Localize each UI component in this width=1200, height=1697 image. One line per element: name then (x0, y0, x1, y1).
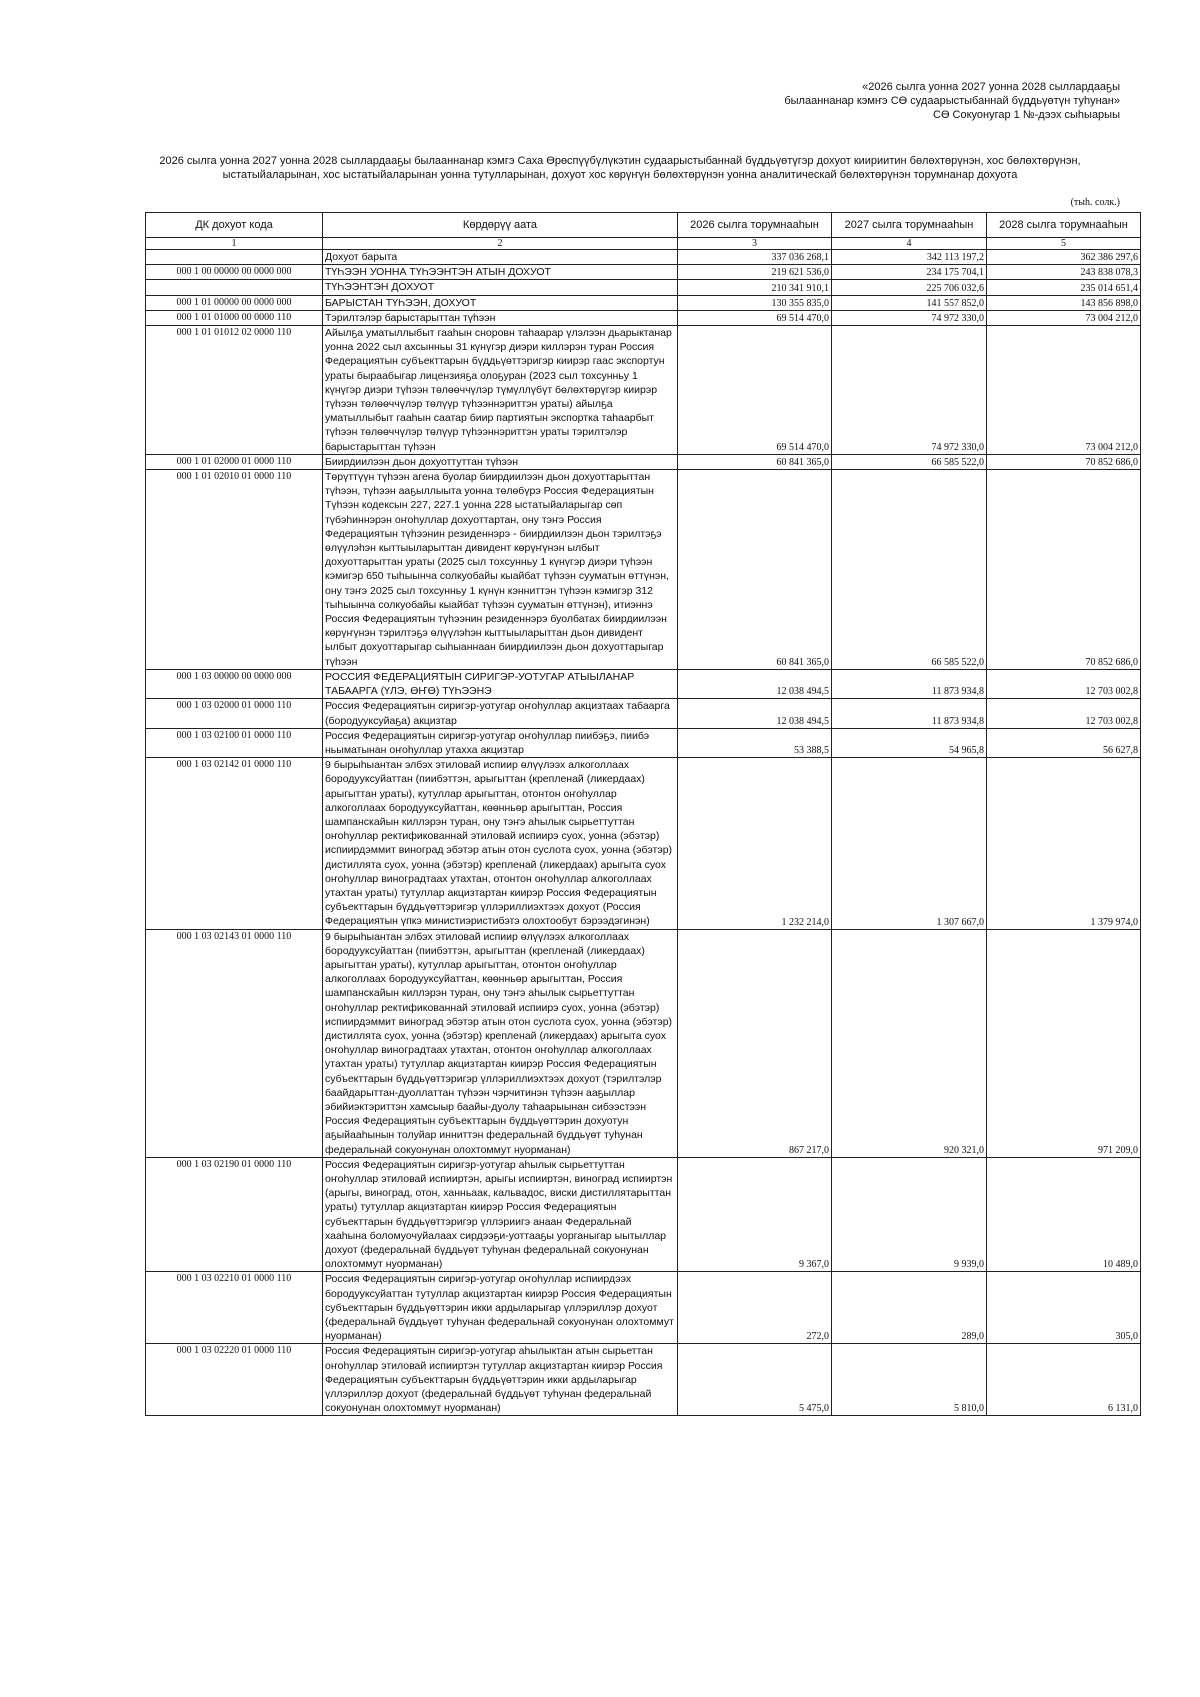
document-header (784, 80, 1120, 122)
value-2027: 11 873 934,8 (832, 669, 987, 698)
value-2027: 66 585 522,0 (832, 470, 987, 670)
header-line: былааннанар кэмҥэ СӨ судаарыстыбаннай бүддьүөтүн туһунан» (784, 95, 1120, 107)
code-cell: 000 1 01 01012 02 0000 110 (146, 326, 323, 455)
table-row (146, 929, 1141, 1157)
table-row (146, 699, 1141, 728)
value-2026: 69 514 470,0 (678, 310, 832, 325)
table-row (146, 454, 1141, 469)
code-cell: 000 1 01 02000 01 0000 110 (146, 454, 323, 469)
table-row (146, 1272, 1141, 1344)
table-row (146, 280, 1141, 295)
value-2026: 867 217,0 (678, 929, 832, 1157)
value-2028: 143 856 898,0 (987, 295, 1141, 310)
header-2028: 2028 сылга торумнааһын (987, 213, 1141, 238)
header-2026: 2026 сылга торумнааһын (678, 213, 832, 238)
value-2028: 305,0 (987, 1272, 1141, 1344)
title-line: 2026 сылга уонна 2027 уонна 2028 сыллардааҕы былааннанар кэмгэ Саха Өрөспүүбүлүкэтин судаарыстыбаннай бүддьүөтүгэр дохуот киириитин бөлөхтөрүнэн, хос бөлөхтөрүнэн, (159, 155, 1081, 167)
code-cell: 000 1 00 00000 00 0000 000 (146, 265, 323, 280)
name-cell: ТҮҺЭЭНТЭН ДОХУОТ (323, 280, 678, 295)
value-2027: 342 113 197,2 (832, 250, 987, 265)
value-2026: 53 388,5 (678, 728, 832, 757)
value-2027: 289,0 (832, 1272, 987, 1344)
name-cell: Россия Федерациятын сиригэр-уотугар аһылык сырьеттуттан оҥоһуллар этиловай испииртэн, арыгы испииртэн, виноград испииртэн (арыгы, виноград, отон, ханньаак, кальвадос, виски дистиллятарыттан ураты) тутуллар акцизтартан киирэр Россия Федерациятын субъекттарын бүддьүөттэригэр үллэриигэ анаан Федеральнай хааһына боломуочуйалаах сирдээҕи-уоттааҕы уорганыгар ыытыллар дохуот (федеральнай бүддьүөт туһунан федеральнай сокуонунан олохтоммут нуорманан) (323, 1157, 678, 1272)
table-body (146, 250, 1141, 1416)
name-cell: Айылҕа уматыллыбыт гааһын сноровн таһаарар үлэлээн дьарыктанар уонна 2022 сыл ахсынньы 31 күнүгэр диэри киллэрэн туран Россия Федерациятын субъекттарын бүддьүөттэригэр киирэр гаас экспортун ураты быраабыгар лицензияҕа олоҕуран (2023 сыл тохсунньу 1 күнүгэр диэри түһээн төлөөччүлэр түмүллүбүт бөлөхтөрүгэр киирэр түһээн төлөөччүлэр төлүүр түһээннэриттэн ураты) айылҕа уматыллыбыт гааһын саатар биир партиятын экспортка таһаарбыт түһээн төлөөччүлэр төлүүр түһээннэриттэн ураты тэрилтэлэр барыстарыттан түһээн (323, 326, 678, 455)
value-2027: 11 873 934,8 (832, 699, 987, 728)
revenue-table (145, 212, 1141, 1416)
code-cell (146, 250, 323, 265)
name-cell: Дохуот барыта (323, 250, 678, 265)
table-index-row (146, 238, 1141, 250)
value-2026: 1 232 214,0 (678, 758, 832, 929)
table-row (146, 728, 1141, 757)
value-2026: 210 341 910,1 (678, 280, 832, 295)
value-2026: 12 038 494,5 (678, 669, 832, 698)
document-title (120, 154, 1120, 182)
value-2028: 70 852 686,0 (987, 470, 1141, 670)
header-name: Көрдөрүү аата (323, 213, 678, 238)
value-2026: 60 841 365,0 (678, 470, 832, 670)
code-cell: 000 1 03 02210 01 0000 110 (146, 1272, 323, 1344)
title-line: ыстатыйаларынан, хос ыстатыйаларынан уонна тутулларынан, дохуот хос көрүҥүн бөлөхтөрүнэн уонна аналитическай бөлөхтөрүнэн торумнанар дохуота (222, 169, 1018, 181)
index-cell: 1 (146, 238, 323, 250)
code-cell: 000 1 01 00000 00 0000 000 (146, 295, 323, 310)
value-2027: 234 175 704,1 (832, 265, 987, 280)
value-2026: 219 621 536,0 (678, 265, 832, 280)
code-cell: 000 1 03 02143 01 0000 110 (146, 929, 323, 1157)
table-row (146, 669, 1141, 698)
name-cell: Биирдиилээн дьон дохуоттуттан түһээн (323, 454, 678, 469)
code-cell: 000 1 03 00000 00 0000 000 (146, 669, 323, 698)
value-2027: 920 321,0 (832, 929, 987, 1157)
index-cell: 5 (987, 238, 1141, 250)
value-2027: 141 557 852,0 (832, 295, 987, 310)
name-cell: Россия Федерациятын сиригэр-уотугар оҥоһуллар пиибэҕэ, пиибэ ньыматынан оҥоһуллар утахха акцизтар (323, 728, 678, 757)
value-2028: 10 489,0 (987, 1157, 1141, 1272)
value-2026: 9 367,0 (678, 1157, 832, 1272)
value-2028: 73 004 212,0 (987, 310, 1141, 325)
name-cell: Төрүттүүн түһээн агена буолар биирдиилээн дьон дохуоттарыттан түһээн, түһээн ааҕыллыыта уонна төлөбүрэ Россия Федерациятын Түһээн кодексын 227, 227.1 уонна 228 ыстатыйаларыгар сөп түбэһиннэрэн оҥоһуллар дохуоттартан, ону тэҥэ Россия Федерациятын түһээнин резиденнэрэ - биирдиилээн дьон тэрилтэҕэ өлүүлэһэн кыттыыларыттан дивидент көрүҥүнэн ылбыт дохуоттарыттан ураты (2025 сыл тохсунньу 1 күнүгэр диэри түһээн кэмигэр 650 тыһыынча солкуобайы кыайбат түһээн сууматын өттүнэн, ону тэҥэ 2025 сыл тохсунньу 1 күнүн кэнниттэн түһээн кэмигэр 312 тыһыынча солкуобайы кыайбат түһээн сууматын өттүнэн), итиэннэ Россия Федерациятын түһээнин резиденнэрэ буолбатах биирдиилээн көрүҥүнэн тэрилтэҕэ өлүүлэһэн кыттыыларыттан дьон дивидент ылбыт дохуоттарыгар сыһыаннаан биирдиилээн дьон дохуоттарыгар түһээн (323, 470, 678, 670)
code-cell: 000 1 03 02220 01 0000 110 (146, 1344, 323, 1416)
name-cell: 9 бырыһыантан элбэх этиловай испиир өлүүлээх алкоголлаах бородууксуйаттан (пиибэттэн, арыгыттан (крепленай (ликердаах) арыгыттан ураты), кутуллар арыгыттан, отонтон оҥоһуллар алкоголлаах бородууксуйаттан, көөнньөр арыгыттан, Россия шампанскайын киллэрэн туран, ону тэҥэ аһылык сырьеттуттан оҥоһуллар ректификованнай этиловай испиирэ суох, уонна (эбэтэр) испиирдэммит виноград эбэтэр атын отон суслота суох, уонна (эбэтэр) дистиллята суох, уонна (эбэтэр) крепленай (ликердаах) арыгыта суох оҥоһуллар виноградтаах утахтан, отонтон оҥоһуллар алкоголлаах утахтан ураты) тутуллар акцизтартан киирэр Россия Федерациятын субъекттарын бүддьүөттэригэр үллэриллиэхтээх дохуот (тэрилтэлэр баайдарыттан-дуоллаттан түһээн чэрчитинэн түһээн ааҕыллар эбийиэктэриттэн хамсыыр баайы-дуолу таһаарыынан сибээстээн Россия Федерациятын субъекттарын бүддьүөттэрин дохуотун аҕыйааһынын толуйар инниттэн федеральнай бүддьүөт туһунан федеральнай сокуонунан олохтоммут нуорманан) (323, 929, 678, 1157)
value-2027: 66 585 522,0 (832, 454, 987, 469)
table-row (146, 250, 1141, 265)
value-2026: 337 036 268,1 (678, 250, 832, 265)
table-row (146, 265, 1141, 280)
value-2026: 130 355 835,0 (678, 295, 832, 310)
value-2026: 272,0 (678, 1272, 832, 1344)
value-2027: 54 965,8 (832, 728, 987, 757)
index-cell: 4 (832, 238, 987, 250)
code-cell: 000 1 03 02100 01 0000 110 (146, 728, 323, 757)
value-2028: 6 131,0 (987, 1344, 1141, 1416)
name-cell: ТҮҺЭЭН УОННА ТҮҺЭЭНТЭН АТЫН ДОХУОТ (323, 265, 678, 280)
header-2027: 2027 сылга торумнааһын (832, 213, 987, 238)
value-2027: 74 972 330,0 (832, 310, 987, 325)
value-2028: 12 703 002,8 (987, 669, 1141, 698)
table-row (146, 326, 1141, 455)
value-2028: 1 379 974,0 (987, 758, 1141, 929)
value-2027: 74 972 330,0 (832, 326, 987, 455)
name-cell: Россия Федерациятын сиригэр-уотугар аһылыктан атын сырьеттан оҥоһуллар этиловай испииртэн тутуллар акцизтартан киирэр Россия Федерациятын субъекттарын бүддьүөттэрин икки ардыларыгар үллэриллэр дохуот (федеральнай бүддьүөт туһунан федеральнай сокуонунан олохтоммут нуорманан) (323, 1344, 678, 1416)
code-cell: 000 1 01 02010 01 0000 110 (146, 470, 323, 670)
code-cell (146, 280, 323, 295)
value-2027: 5 810,0 (832, 1344, 987, 1416)
value-2028: 73 004 212,0 (987, 326, 1141, 455)
header-line: СӨ Сокуонугар 1 №-дээх сыһыарыы (933, 109, 1120, 121)
value-2028: 243 838 078,3 (987, 265, 1141, 280)
table-row (146, 1157, 1141, 1272)
value-2026: 69 514 470,0 (678, 326, 832, 455)
value-2026: 60 841 365,0 (678, 454, 832, 469)
value-2027: 225 706 032,6 (832, 280, 987, 295)
name-cell: Россия Федерациятын сиригэр-уотугар оҥоһуллар акцизтаах табаарга (бородууксуйаҕа) акцизтар (323, 699, 678, 728)
value-2028: 971 209,0 (987, 929, 1141, 1157)
header-code: ДК дохуот кода (146, 213, 323, 238)
units-label: (тыһ. солк.) (1070, 197, 1120, 208)
value-2026: 5 475,0 (678, 1344, 832, 1416)
code-cell: 000 1 01 01000 00 0000 110 (146, 310, 323, 325)
value-2027: 1 307 667,0 (832, 758, 987, 929)
value-2027: 9 939,0 (832, 1157, 987, 1272)
value-2026: 12 038 494,5 (678, 699, 832, 728)
table-header-row (146, 213, 1141, 238)
name-cell: Россия Федерациятын сиригэр-уотугар оҥоһуллар испиирдээх бородууксуйаттан тутуллар акцизтартан киирэр Россия Федерациятын субъекттарын бүддьүөттэрин икки ардыларыгар үллэриллэр дохуот (федеральнай бүддьүөт туһунан федеральнай сокуонунан олохтоммут нуорманан) (323, 1272, 678, 1344)
name-cell: 9 бырыһыантан элбэх этиловай испиир өлүүлээх алкоголлаах бородууксуйаттан (пиибэттэн, арыгыттан (крепленай (ликердаах) арыгыттан ураты), кутуллар арыгыттан, отонтон оҥоһуллар алкоголлаах бородууксуйаттан, көөнньөр арыгыттан, Россия шампанскайын киллэрэн туран, ону тэҥэ аһылык сырьеттуттан оҥоһуллар ректификованнай этиловай испиирэ суох, уонна (эбэтэр) испиирдэммит виноград эбэтэр атын отон суслота суох, уонна (эбэтэр) дистиллята суох, уонна (эбэтэр) крепленай (ликердаах) арыгыта суох оҥоһуллар виноградтаах утахтан, отонтон оҥоһуллар алкоголлаах утахтан ураты) тутуллар акцизтартан киирэр Россия Федерациятын субъекттарын бүддьүөттэригэр үллэриллиэхтээх дохуот (Россия Федерациятын үпкэ министиэристибэтэ олохтообут бэрээдэгинэн) (323, 758, 678, 929)
table-row (146, 310, 1141, 325)
value-2028: 12 703 002,8 (987, 699, 1141, 728)
index-cell: 3 (678, 238, 832, 250)
table-row (146, 758, 1141, 929)
name-cell: РОССИЯ ФЕДЕРАЦИЯТЫН СИРИГЭР-УОТУГАР АТЫЫЛАНАР ТАБААРГА (ҮЛЭ, ӨҤӨ) ТҮҺЭЭНЭ (323, 669, 678, 698)
code-cell: 000 1 03 02000 01 0000 110 (146, 699, 323, 728)
name-cell: Тэрилтэлэр барыстарыттан түһээн (323, 310, 678, 325)
value-2028: 362 386 297,6 (987, 250, 1141, 265)
name-cell: БАРЫСТАН ТҮҺЭЭН, ДОХУОТ (323, 295, 678, 310)
value-2028: 70 852 686,0 (987, 454, 1141, 469)
code-cell: 000 1 03 02190 01 0000 110 (146, 1157, 323, 1272)
table-row (146, 1344, 1141, 1416)
value-2028: 235 014 651,4 (987, 280, 1141, 295)
value-2028: 56 627,8 (987, 728, 1141, 757)
code-cell: 000 1 03 02142 01 0000 110 (146, 758, 323, 929)
table-row (146, 470, 1141, 670)
index-cell: 2 (323, 238, 678, 250)
header-line: «2026 сылга уонна 2027 уонна 2028 сыллардааҕы (862, 81, 1120, 93)
table-row (146, 295, 1141, 310)
